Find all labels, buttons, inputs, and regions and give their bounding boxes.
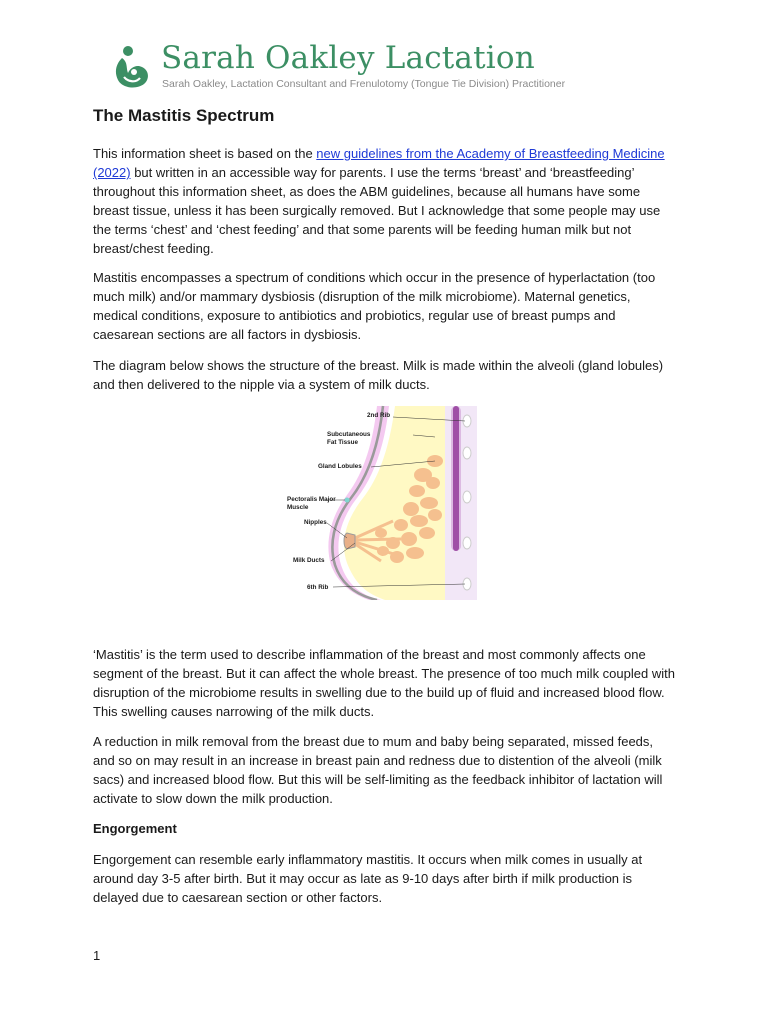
label-subcutaneous: Subcutaneous <box>327 431 371 438</box>
label-6th-rib: 6th Rib <box>307 584 329 591</box>
intro-text-after: but written in an accessible way for parents. I use the terms ‘breast’ and ‘breastfeeding’ throughout this information sheet, as does the ABM guidelines, because all humans have some breast tissue, unless it has been surgically removed. But I acknowledge that some people may use the terms ‘chest’ and ‘chest feeding’ and that some parents will be feeding human milk but not breast/chest feeding. <box>93 165 661 256</box>
page-title: The Mastitis Spectrum <box>93 106 275 125</box>
engorgement-heading: Engorgement <box>93 821 177 836</box>
brand-logo <box>106 40 566 96</box>
label-fat-tissue: Fat Tissue <box>327 439 359 446</box>
nipple <box>344 533 355 549</box>
label-pectoralis-major: Pectoralis Major <box>287 496 336 503</box>
intro-paragraph <box>93 144 678 258</box>
label-milk-ducts: Milk Ducts <box>293 557 325 564</box>
engorgement-paragraph: Engorgement can resemble early inflammatory mastitis. It occurs when milk comes in usually at around day 3-5 after birth. But it may occur as late as 9-10 days after birth if milk production is delayed due to caesarean section or other factors. <box>93 852 643 905</box>
rib-4 <box>463 491 471 503</box>
lactation-logo-icon <box>106 42 156 92</box>
mastitis-spectrum-paragraph: Mastitis encompasses a spectrum of conditions which occur in the presence of hyperlactation (too much milk) and/or mammary dysbiosis (disruption of the milk microbiome). Maternal genetics, medical conditions, exposure to antibiotics and probiotics, regular use of breast pumps and caesarean sections are all factors in dysbiosis. <box>93 270 656 342</box>
pectoralis-marker <box>345 498 350 503</box>
label-2nd-rib: 2nd Rib <box>367 412 391 419</box>
page-number: 1 <box>93 948 101 963</box>
diagram-intro-paragraph: The diagram below shows the structure of the breast. Milk is made within the alveoli (gland lobules) and then delivered to the nipple via a system of milk ducts. <box>93 358 664 392</box>
mastitis-definition-paragraph: ‘Mastitis’ is the term used to describe inflammation of the breast and most commonly affects one segment of the breast. But it can affect the whole breast. The presence of too much milk coupled with disruption of the microbiome results in swelling due to the build up of fluid and increased blood flow. This swelling causes narrowing of the milk ducts. <box>93 647 675 719</box>
label-nipples: Nipples <box>304 519 327 526</box>
breast-anatomy-diagram <box>285 403 477 600</box>
logo-subtitle: Sarah Oakley, Lactation Consultant and Frenulotomy (Tongue Tie Division) Practitioner <box>162 78 566 90</box>
label-gland-lobules: Gland Lobules <box>318 463 362 470</box>
label-muscle: Muscle <box>287 504 309 511</box>
rib-5 <box>463 537 471 549</box>
rib-3 <box>463 447 471 459</box>
milk-removal-paragraph: A reduction in milk removal from the breast due to mum and baby being separated, missed feeds, and so on may result in an increase in breast pain and redness due to distention of the alveoli (milk sacs) and increased blood flow. But this will be self-limiting as the feedback inhibitor of lactation will activate to slow down the milk production. <box>93 734 663 806</box>
intro-text-before: This information sheet is based on the <box>93 146 317 161</box>
muscle-band <box>453 406 459 551</box>
abm-guidelines-link[interactable]: new guidelines from the Academy of Breastfeeding Medicine (2022) <box>93 146 665 180</box>
chest-wall <box>445 406 477 600</box>
logo-title: Sarah Oakley Lactation <box>161 40 535 76</box>
